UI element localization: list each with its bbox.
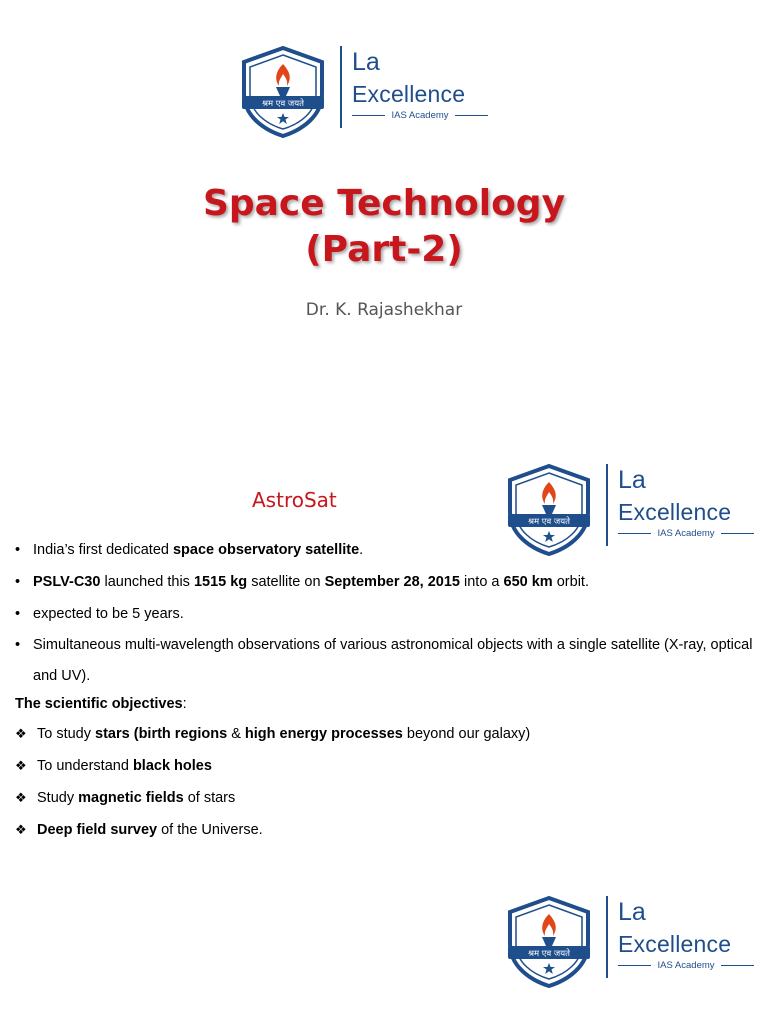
- logo-divider: [340, 46, 342, 128]
- diamond-bullet-icon: ❖: [15, 758, 27, 773]
- bullet-item: • India’s first dedicated space observatory satellite.: [15, 542, 364, 558]
- logo-motto: श्रम एव जयते: [527, 517, 571, 527]
- logo-name-line2: Excellence: [618, 931, 732, 957]
- logo-divider: [606, 464, 608, 546]
- logo-name-line2: Excellence: [352, 81, 466, 107]
- logo-motto: श्रम एव जयते: [527, 949, 571, 959]
- objective-item: ❖ To study stars (birth regions & high energy processes beyond our galaxy): [15, 726, 531, 742]
- la-excellence-logo: [240, 46, 490, 146]
- author-name: Dr. K. Rajashekhar: [305, 300, 463, 320]
- diamond-bullet-icon: ❖: [15, 822, 27, 837]
- logo-name-line1: La: [618, 898, 646, 926]
- objective-item: ❖ To understand black holes: [15, 758, 212, 774]
- logo-divider: [606, 896, 608, 978]
- objective-item: ❖ Study magnetic fields of stars: [15, 790, 236, 806]
- logo-name-line2: Excellence: [618, 499, 732, 525]
- slide-content: [15, 540, 760, 852]
- diamond-bullet-icon: ❖: [15, 726, 27, 741]
- logo-motto: श्रम एव जयते: [261, 99, 305, 109]
- logo-tagline: [618, 960, 754, 971]
- section-title: AstroSat: [252, 488, 337, 512]
- logo-tagline: [618, 528, 754, 539]
- logo-name-line1: La: [618, 466, 646, 494]
- astrosat-slide: [0, 420, 768, 1024]
- shield-emblem-icon: [240, 46, 326, 138]
- logo-tagline-text: IAS Academy: [391, 110, 449, 121]
- objectives-heading: The scientific objectives:: [15, 696, 187, 712]
- la-excellence-logo: [506, 896, 756, 996]
- logo-name-line1: La: [352, 48, 380, 76]
- logo-tagline-text: IAS Academy: [657, 528, 715, 539]
- logo-tagline-text: IAS Academy: [657, 960, 715, 971]
- title-slide: [0, 0, 768, 400]
- slide-title-line1: Space Technology: [202, 183, 566, 224]
- bullet-item: • Simultaneous multi-wavelength observations of various astronomical objects with a single satellite (X-ray, optical and UV).: [15, 637, 753, 684]
- bullet-item: • expected to be 5 years.: [15, 606, 184, 622]
- bullet-item: • PSLV-C30 launched this 1515 kg satellite on September 28, 2015 into a 650 km orbit.: [15, 574, 589, 590]
- shield-emblem-icon: [506, 896, 592, 988]
- slide-title-line2: (Part-2): [305, 229, 463, 270]
- objective-item: ❖ Deep field survey of the Universe.: [15, 822, 263, 838]
- logo-tagline: [352, 110, 488, 121]
- diamond-bullet-icon: ❖: [15, 790, 27, 805]
